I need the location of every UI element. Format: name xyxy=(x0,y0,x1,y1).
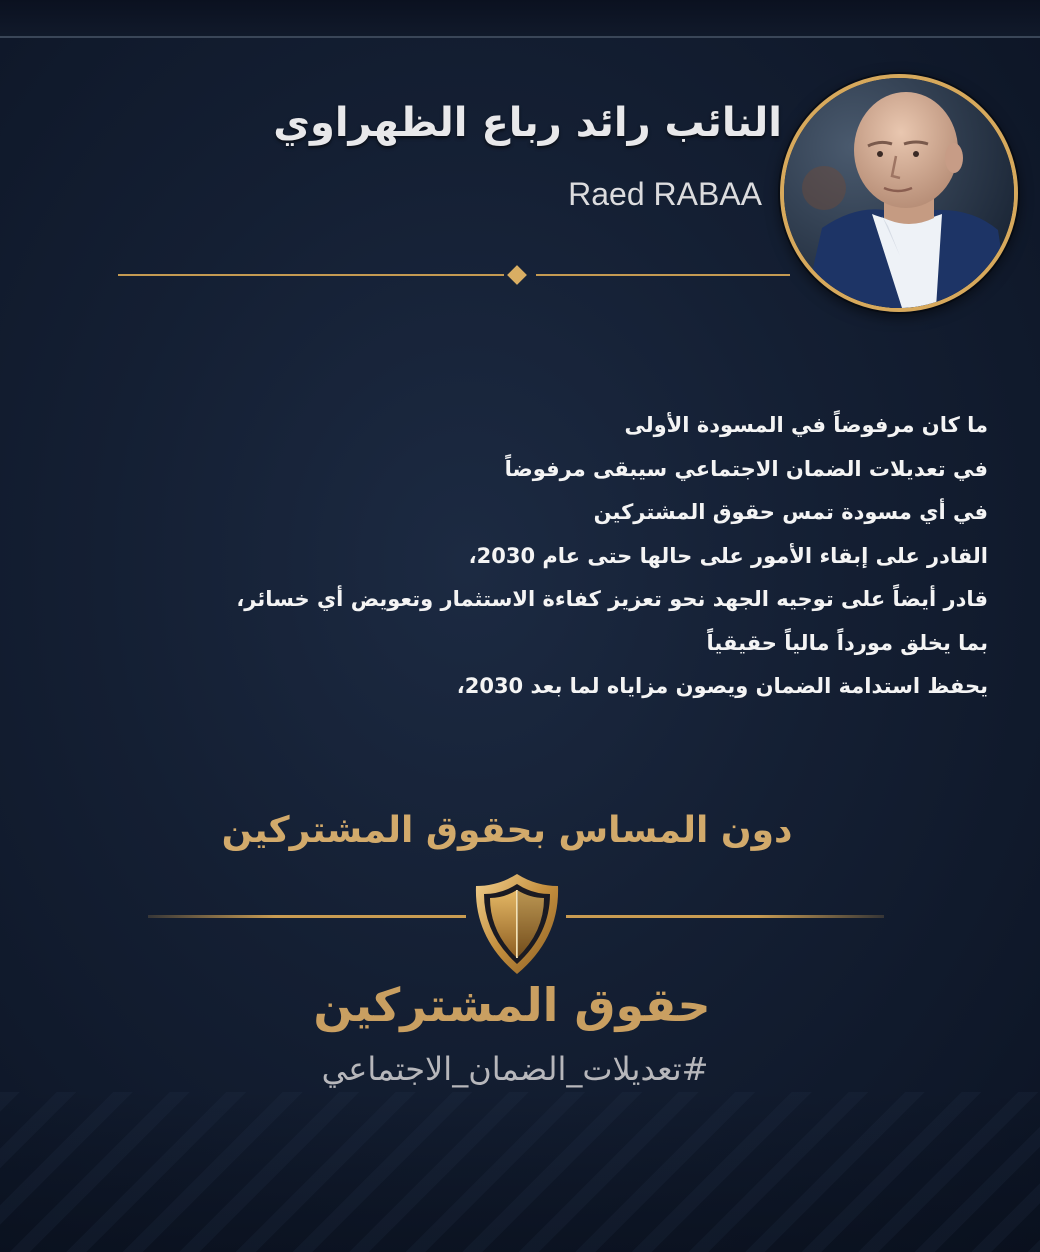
header-divider-diamond xyxy=(507,265,527,285)
statement-line: في أي مسودة تمس حقوق المشتركين xyxy=(593,500,988,524)
top-bar xyxy=(0,0,1040,38)
tagline: دون المساس بحقوق المشتركين xyxy=(221,810,793,851)
header-divider-right xyxy=(536,274,790,276)
shield-icon xyxy=(472,872,562,976)
statement xyxy=(28,404,988,709)
name-english: Raed RABAA xyxy=(568,176,762,212)
background-texture xyxy=(0,1092,1040,1252)
avatar xyxy=(780,74,1018,312)
statement-line: في تعديلات الضمان الاجتماعي سيبقى مرفوضاً xyxy=(504,456,988,481)
emblem-line-right xyxy=(566,915,884,918)
statement-line: القادر على إبقاء الأمور على حالها حتى عام 2030، xyxy=(468,543,988,568)
top-divider xyxy=(0,36,1040,38)
name-arabic: النائب رائد رباع الظهراوي xyxy=(273,100,782,146)
portrait-photo-icon xyxy=(784,78,1014,308)
brand-title: حقوق المشتركين xyxy=(313,978,711,1032)
statement-line: ما كان مرفوضاً في المسودة الأولى xyxy=(624,413,988,437)
statement-line: يحفظ استدامة الضمان ويصون مزاياه لما بعد 2030، xyxy=(456,674,988,698)
statement-line: بما يخلق مورداً مالياً حقيقياً xyxy=(706,630,988,655)
header-divider-left xyxy=(118,274,504,276)
emblem-line-left xyxy=(148,915,466,918)
hashtag: #تعديلات_الضمان_الاجتماعي xyxy=(321,1050,709,1088)
statement-line: قادر أيضاً على توجيه الجهد نحو تعزيز كفاءة الاستثمار وتعويض أي خسائر، xyxy=(236,587,988,611)
